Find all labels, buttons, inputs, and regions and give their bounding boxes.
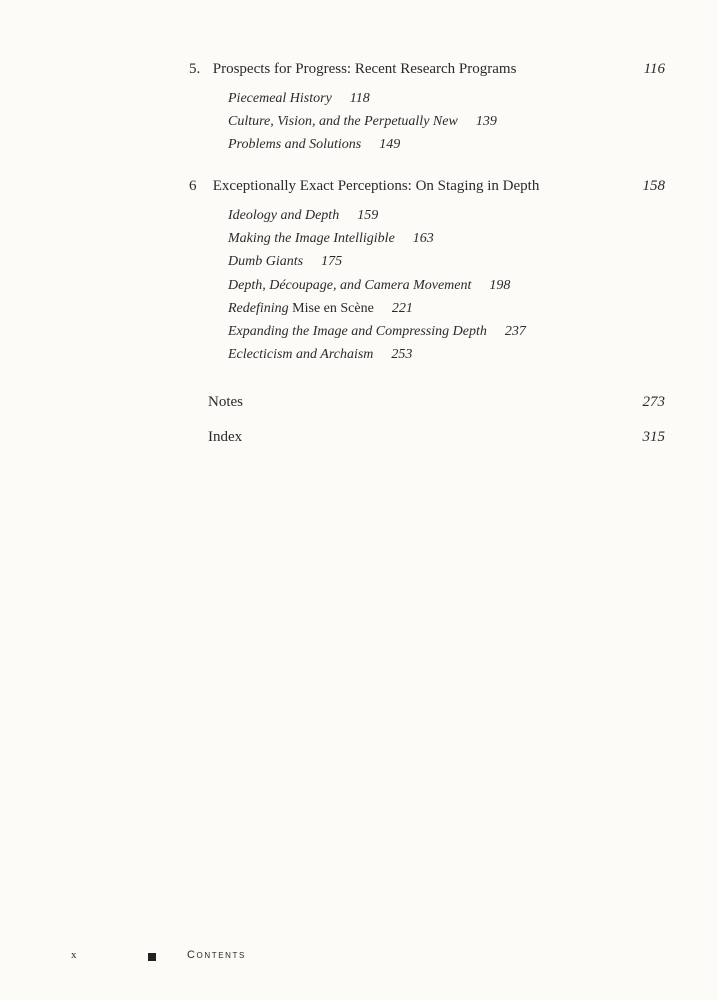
running-footer-label: Contents: [187, 949, 246, 961]
square-bullet-icon: [148, 953, 156, 961]
chapter-title-line: [189, 59, 644, 79]
backmatter-page-number: 273: [642, 394, 665, 410]
section-title-roman-part: Mise en Scène: [292, 300, 374, 316]
section-page-number: 221: [391, 300, 413, 316]
section-page-number: 253: [391, 347, 413, 363]
section-list: [189, 204, 665, 366]
section-title: Piecemeal History: [228, 91, 332, 106]
section-entry: [228, 110, 665, 133]
chapter-title: Exceptionally Exact Perceptions: On Staging in Depth: [212, 178, 540, 194]
section-title: Problems and Solutions: [228, 137, 362, 153]
section-title: Depth, Découpage, and Camera Movement: [228, 277, 472, 293]
toc-chapter-5: [189, 59, 665, 157]
page-footer: [0, 949, 718, 965]
section-title: Eclecticism and Archaism: [228, 347, 374, 363]
section-title: Culture, Vision, and the Perpetually New: [228, 114, 458, 130]
toc-notes-entry: [208, 392, 665, 412]
section-page-number: 237: [504, 324, 526, 340]
backmatter-page-number: 315: [642, 429, 665, 445]
section-entry: [228, 297, 665, 320]
section-page-number: 159: [357, 208, 379, 223]
section-page-number: 163: [412, 231, 434, 247]
backmatter-title: Index: [208, 429, 243, 445]
section-title: Dumb Giants: [228, 254, 304, 270]
section-entry: [228, 133, 665, 156]
section-entry: [228, 204, 665, 227]
chapter-number: 5.: [189, 61, 201, 77]
chapter-heading: [189, 59, 665, 79]
backmatter-title: Notes: [208, 394, 243, 410]
folio-page-number: x: [71, 949, 77, 961]
section-page-number: 118: [349, 91, 370, 106]
toc-chapter-6: [189, 176, 665, 366]
section-entry: [228, 87, 665, 110]
section-title: Ideology and Depth: [228, 208, 340, 223]
toc-index-entry: [208, 427, 665, 447]
section-entry: [228, 343, 665, 366]
section-title-italic-part: Redefining: [228, 300, 289, 316]
section-entry: [228, 227, 665, 250]
section-page-number: 198: [489, 277, 511, 293]
section-title: Making the Image Intelligible: [228, 231, 395, 247]
section-entry: [228, 250, 665, 273]
section-page-number: 149: [379, 137, 401, 153]
section-entry: [228, 274, 665, 297]
section-title: Expanding the Image and Compressing Depth: [228, 324, 487, 340]
section-list: [189, 87, 665, 157]
section-entry: [228, 320, 665, 343]
chapter-page-number: 158: [642, 178, 665, 194]
section-page-number: 139: [475, 114, 497, 130]
section-title: [228, 301, 374, 316]
chapter-heading: [189, 176, 665, 196]
chapter-title: Prospects for Progress: Recent Research Programs: [212, 61, 517, 77]
section-page-number: 175: [321, 254, 343, 270]
chapter-number: 6: [189, 178, 197, 194]
chapter-page-number: 116: [643, 61, 665, 77]
chapter-title-line: [189, 176, 643, 196]
